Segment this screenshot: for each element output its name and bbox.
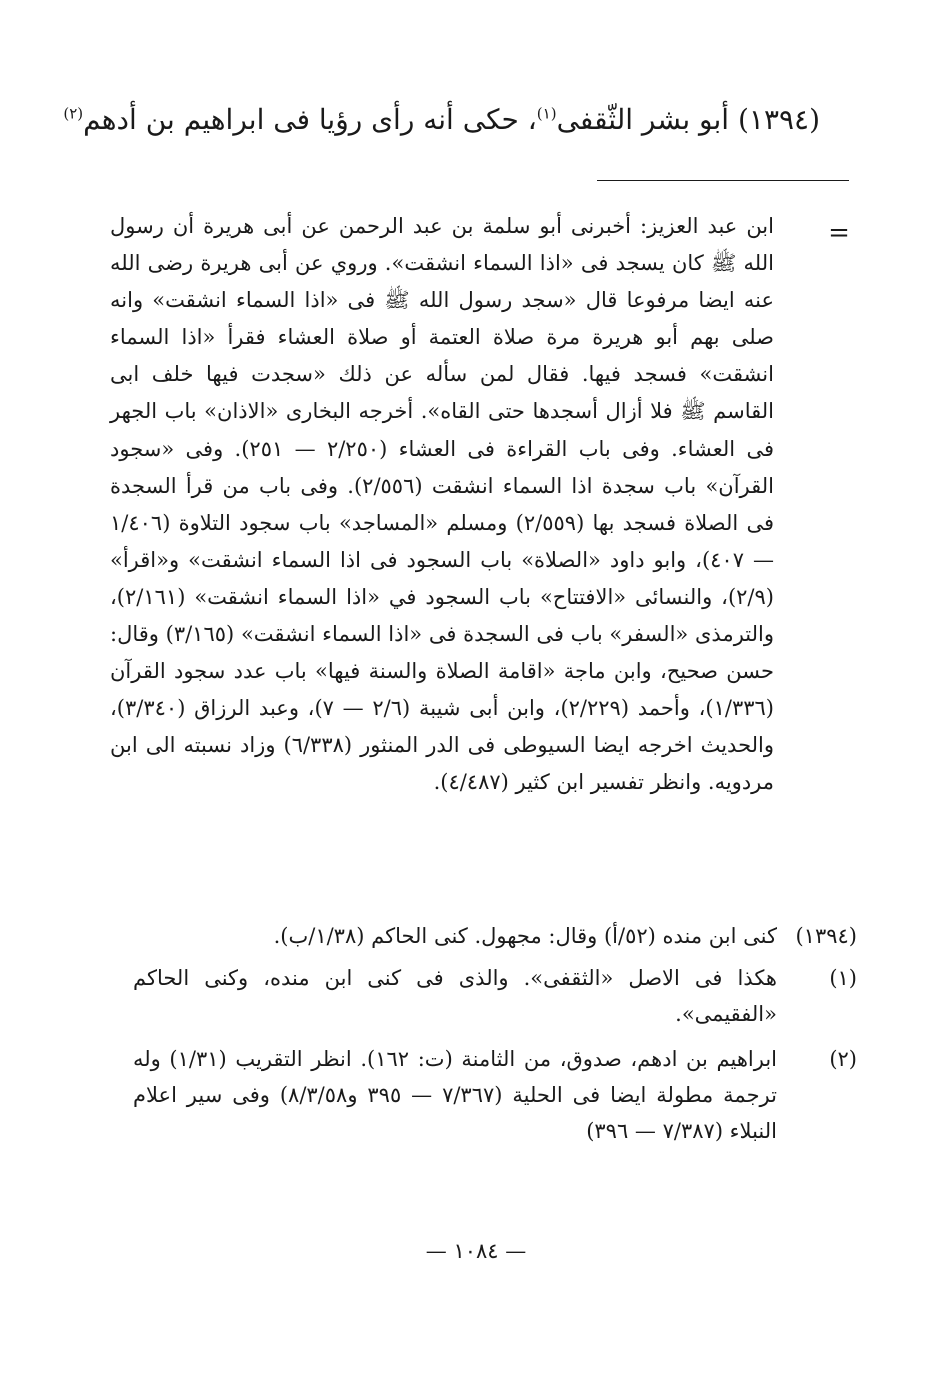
footnote-text: كنى ابن منده (٥٢/أ) وقال: مجهول. كنى الحاكم (١/٣٨/ب). — [273, 924, 777, 948]
footnote-label: (١٣٩٤) — [795, 924, 857, 948]
footnote-text: ابراهيم بن ادهم، صدوق، من الثامنة (ت: ١٦٢). انظر التقريب (١/٣١) وله ترجمة مطولة ايضا فى الحلية (٧/٣٦٧ — ٣٩٥ و٨/٣/٥٨) وفى سير اعلام النبلاء (٧/٣٨٧ — ٣٩٦) — [133, 1047, 777, 1143]
page-number: — ١٠٨٤ — — [425, 1239, 527, 1263]
continued-footnote-text: ابن عبد العزيز: أخبرنى أبو سلمة بن عبد الرحمن عن أبى هريرة أن رسول الله ﷺ كان يسجد فى «اذا السماء انشقت». وروي عن أبى هريرة رضى الله عنه ايضا مرفوعا قال «سجد رسول الله ﷺ فى «اذا السماء انشقت» وانه صلى بهم أبو هريرة مرة صلاة العتمة أو صلاة العشاء فقرأ «اذا السماء انشقت» فسجد فيها. فقال لمن سأله عن ذلك «سجدت فيها خلف ابى القاسم ﷺ فلا أزال أسجدها حتى القاه». أخرجه البخارى «الاذان» باب الجهر فى العشاء. وفى باب القراءة فى العشاء (٢/٢٥٠ — ٢٥١). وفى «سجود القرآن» باب سجدة اذا السماء انشقت (٢/٥٥٦). وفى باب من قرأ السجدة فى الصلاة فسجد بها (٢/٥٥٩) ومسلم «المساجد» باب سجود التلاوة (١/٤٠٦ — ٤٠٧)، وابو داود «الصلاة» باب السجود فى اذا السماء انشقت» و«اقرأ» (٢/٩)، والنسائى «الافتتاح» باب السجود في «اذا السماء انشقت» (٢/١٦١)، والترمذى «السفر» باب فى السجدة فى «اذا السماء انشقت» (٣/١٦٥) وقال: حسن صحيح، وابن ماجة «اقامة الصلاة والسنة فيها» باب عدد سجود القرآن (١/٣٣٦)، وأحمد (٢/٢٢٩)، وابن أبى شيبة (٢/٦ — ٧)، وعبد الرزاق (٣/٣٤٠)، والحديث اخرجه ايضا السيوطى فى الدر المنثور (٦/٣٣٨) وزاد نسبته الى ابن مردويه. وانظر تفسير ابن كثير (٤/٤٨٧). — [110, 214, 775, 795]
footnote-1 — [112, 960, 857, 1032]
entry-heading — [63, 100, 820, 140]
footnote-text: هكذا فى الاصل «الثقفى». والذى فى كنى ابن منده، وكنى الحاكم «الفقيمى». — [133, 966, 777, 1026]
footnote-ref-2: (٢) — [63, 104, 84, 123]
footnote-label: (٢) — [829, 1047, 857, 1071]
footnote-label: (١) — [829, 966, 857, 990]
entry-title: أبو بشر الثّقفى — [556, 103, 730, 136]
footnote-entry — [112, 918, 857, 954]
continuation-marker: = — [828, 218, 850, 248]
footnote-separator — [597, 180, 849, 181]
footnote-ref-1: (١) — [536, 104, 557, 123]
entry-number: (١٣٩٤) — [737, 103, 820, 136]
footnote-2 — [112, 1041, 857, 1149]
entry-description: ، حكى أنه رأى رؤيا فى ابراهيم بن أدهم — [83, 103, 537, 136]
